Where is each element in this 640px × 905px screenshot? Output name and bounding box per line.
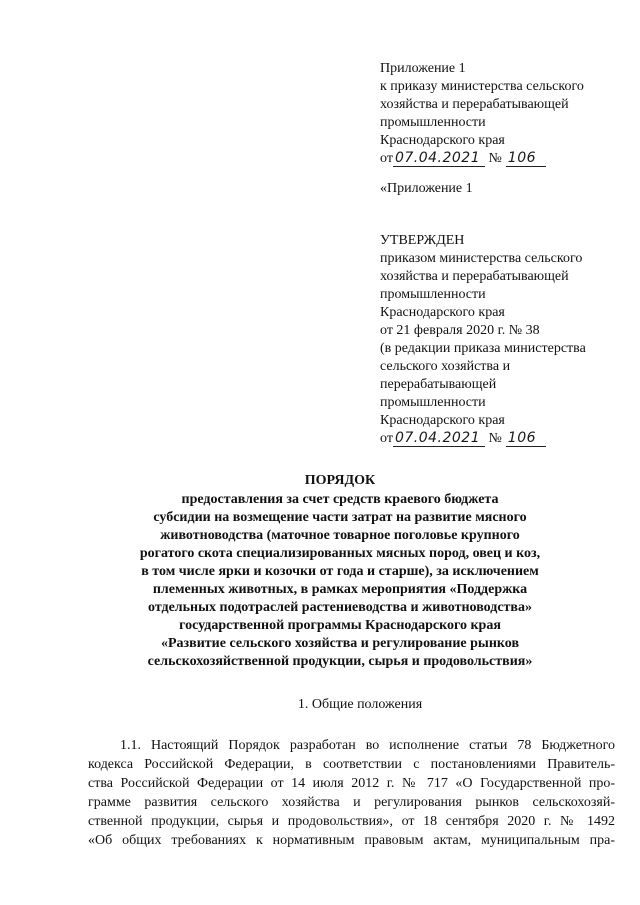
appendix-line: хозяйства и перерабатывающей [380,97,569,112]
title-line: отдельных подотраслей растениеводства и животноводства» [148,600,532,615]
paragraph-line: 1.1. Настоящий Порядок разработан во исполнение статьи 78 Бюджетного [120,738,615,753]
document-main-title: ПОРЯДОК [304,473,376,488]
title-line: в том числе ярки и козочки от года и старше), за исключением [141,564,539,579]
number-sign: № [488,431,502,446]
section-heading: 1. Общие положения [297,697,423,712]
paragraph-line: ства Российской Федерации от 14 июля 2012 г. № 717 «О Государственной про- [88,776,615,791]
appendix-line: промышленности [380,115,486,130]
paragraph-line: грамме развития сельского хозяйства и регулирования рынков сельскохозяй- [88,795,615,810]
approved-line: сельского хозяйства и [380,359,511,374]
handwritten-date: 07.04.2021 [393,151,485,167]
section-paragraph [88,736,615,850]
appendix-quote: «Приложение 1 [380,181,473,196]
appendix-line: к приказу министерства сельского [380,79,584,94]
approved-line: промышленности [380,287,486,302]
date-prefix: от [380,431,393,446]
document-title [80,472,600,671]
paragraph-line: ственной продукции, сырья и продовольствия», от 18 сентября 2020 г. № 1492 [88,814,615,829]
approved-line: промышленности [380,395,486,410]
approved-line: (в редакции приказа министерства [380,341,586,356]
appendix-line: Краснодарского края [380,133,505,148]
paragraph-line: кодекса Российской Федерации, в соответствии с постановлениями Правитель- [88,757,615,772]
approved-line: приказом министерства сельского [380,251,583,266]
approved-line: перерабатывающей [380,377,497,392]
title-line: субсидии на возмещение части затрат на развитие мясного [153,510,527,525]
appendix-quote-block [380,180,630,198]
approved-line: хозяйства и перерабатывающей [380,269,569,284]
title-line: рогатого скота специализированных мясных пород, овец и коз, [139,546,541,561]
approved-line: Краснодарского края [380,413,505,428]
approved-block [380,232,630,448]
approved-line: от 21 февраля 2020 г. № 38 [380,323,540,338]
approved-title: УТВЕРЖДЕН [380,233,465,248]
approved-date-line [380,430,630,448]
appendix-header [380,60,630,168]
appendix-title: Приложение 1 [380,61,466,76]
paragraph-line: «Об общих требованиях к нормативным правовым актам, муниципальным пра- [88,833,615,848]
title-line: государственной программы Краснодарского края [179,618,501,633]
appendix-date-line [380,150,630,168]
approved-line: Краснодарского края [380,305,505,320]
handwritten-number: 106 [506,431,546,447]
handwritten-date: 07.04.2021 [393,431,485,447]
date-prefix: от [380,151,393,166]
number-sign: № [488,151,502,166]
title-line: сельскохозяйственной продукции, сырья и продовольствия» [147,654,533,669]
title-line: животноводства (маточное товарное поголовье крупного [160,528,520,543]
title-line: «Развитие сельского хозяйства и регулирование рынков [160,636,520,651]
title-line: племенных животных, в рамках мероприятия «Поддержка [152,582,528,597]
title-line: предоставления за счет средств краевого бюджета [181,492,499,507]
handwritten-number: 106 [506,151,546,167]
